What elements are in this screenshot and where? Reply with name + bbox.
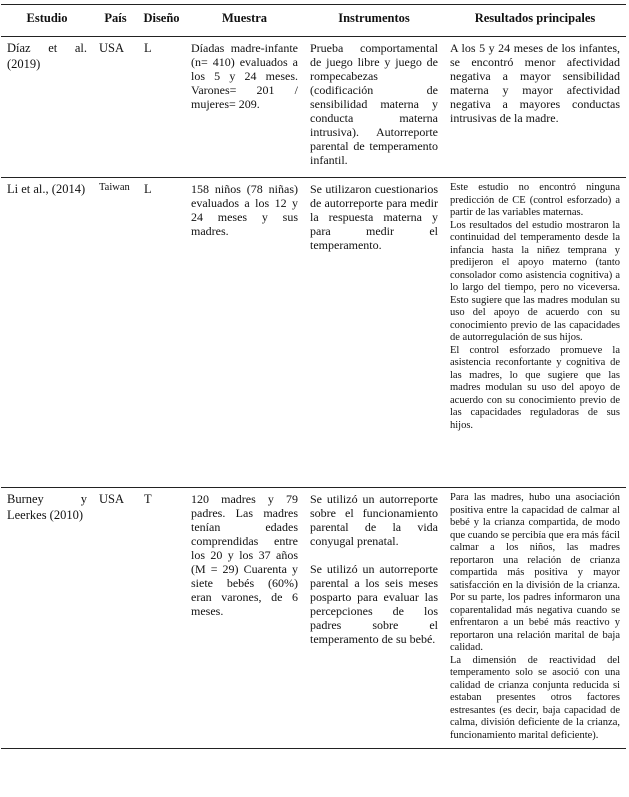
header-pais: País bbox=[93, 5, 138, 37]
cell-diseno: T bbox=[138, 488, 185, 749]
cell-resultados bbox=[444, 178, 626, 488]
cell-diseno: L bbox=[138, 37, 185, 178]
cell-instrumentos bbox=[304, 37, 444, 178]
table-row bbox=[1, 488, 626, 749]
resultados-paragraph: El control esforzado promueve la asistencia reconfortante y cognitiva de las madres, lo que sugiere que las madres modulan su uso del apoyo de acuerdo con su conocimiento previo de las capacidades reguladoras de sus hijos. bbox=[450, 344, 620, 431]
cell-resultados bbox=[444, 37, 626, 178]
resultados-paragraph: Este estudio no encontró ninguna predicción de CE (control esforzado) a partir de las variables maternas. bbox=[450, 182, 620, 218]
header-resultados: Resultados principales bbox=[444, 5, 626, 37]
resultados-paragraph: A los 5 y 24 meses de los infantes, se encontró menor afectividad negativa a mayor sensibilidad materna y mayor afectividad negativa a mayores conductas intrusivas de la madre. bbox=[450, 41, 620, 125]
cell-pais: USA bbox=[93, 488, 138, 749]
cell-estudio: Burney y Leerkes (2010) bbox=[1, 488, 93, 749]
instrumentos-paragraph: Se utilizó un autorreporte sobre el funcionamiento parental de la vida conyugal prenatal. bbox=[310, 492, 438, 548]
cell-diseno: L bbox=[138, 178, 185, 488]
header-muestra: Muestra bbox=[185, 5, 304, 37]
cell-instrumentos bbox=[304, 488, 444, 749]
cell-pais: USA bbox=[93, 37, 138, 178]
cell-estudio: Li et al., (2014) bbox=[1, 178, 93, 488]
cell-muestra: Díadas madre-infante (n= 410) evaluados a los 5 y 24 meses. Varones= 201 / mujeres= 209. bbox=[185, 37, 304, 178]
table-row bbox=[1, 37, 626, 178]
cell-estudio: Díaz et al. (2019) bbox=[1, 37, 93, 178]
studies-table bbox=[1, 4, 626, 749]
header-estudio: Estudio bbox=[1, 5, 93, 37]
instrumentos-paragraph: Prueba comportamental de juego libre y juego de rompecabezas (codificación de sensibilidad materna y conducta materna intrusiva). Autorreporte parental de temperamento infantil. bbox=[310, 41, 438, 167]
cell-muestra: 158 niños (78 niñas) evaluados a los 12 y 24 meses y sus madres. bbox=[185, 178, 304, 488]
instrumentos-paragraph: Se utilizó un autorreporte parental a los seis meses posparto para evaluar las percepciones de los padres sobre el temperamento de su bebé. bbox=[310, 562, 438, 646]
cell-pais: Taiwan bbox=[93, 178, 138, 488]
resultados-paragraph: La dimensión de reactividad del temperamento solo se asoció con una calidad de crianza conjunta reducida si estaban presentes otros factores estresantes (es decir, baja capacidad de calma, división deficiente de la crianza, funcionamiento marital deficiente). bbox=[450, 654, 620, 741]
header-diseno: Diseño bbox=[138, 5, 185, 37]
resultados-paragraph: Para las madres, hubo una asociación positiva entre la capacidad de calmar al bebé y la crianza compartida, de modo que cuando se percibía que era más fácil calmar a los niños, las madres reportaron una relación de crianza compartida más positiva y mayor satisfacción en la división de la crianza. Por su parte, los padres informaron una coparentalidad más negativa cuando se enfrentaron a un bebé más reactivo y reportaron una relación marital de baja calidad. bbox=[450, 492, 620, 653]
cell-instrumentos bbox=[304, 178, 444, 488]
resultados-paragraph: Los resultados del estudio mostraron la continuidad del temperamento desde la infancia hasta la niñez temprana y predijeron el apoyo materno (tanto consolador como asistencia cognitiva) a lo largo del tiempo, pero no viceversa. Esto sugiere que las madres modulan su uso del apoyo de acuerdo con su conocimiento previo de las capacidades de autorregulación de sus hijos. bbox=[450, 219, 620, 343]
instrumentos-paragraph: Se utilizaron cuestionarios de autorreporte para medir la respuesta materna y para medir el temperamento. bbox=[310, 182, 438, 252]
table-row bbox=[1, 178, 626, 488]
table-header-row bbox=[1, 5, 626, 37]
cell-resultados bbox=[444, 488, 626, 749]
header-instrumentos: Instrumentos bbox=[304, 5, 444, 37]
cell-muestra: 120 madres y 79 padres. Las madres tenían edades comprendidas entre los 20 y los 37 años (M = 29) Cuarenta y siete bebés (60%) eran varones, de 6 meses. bbox=[185, 488, 304, 749]
